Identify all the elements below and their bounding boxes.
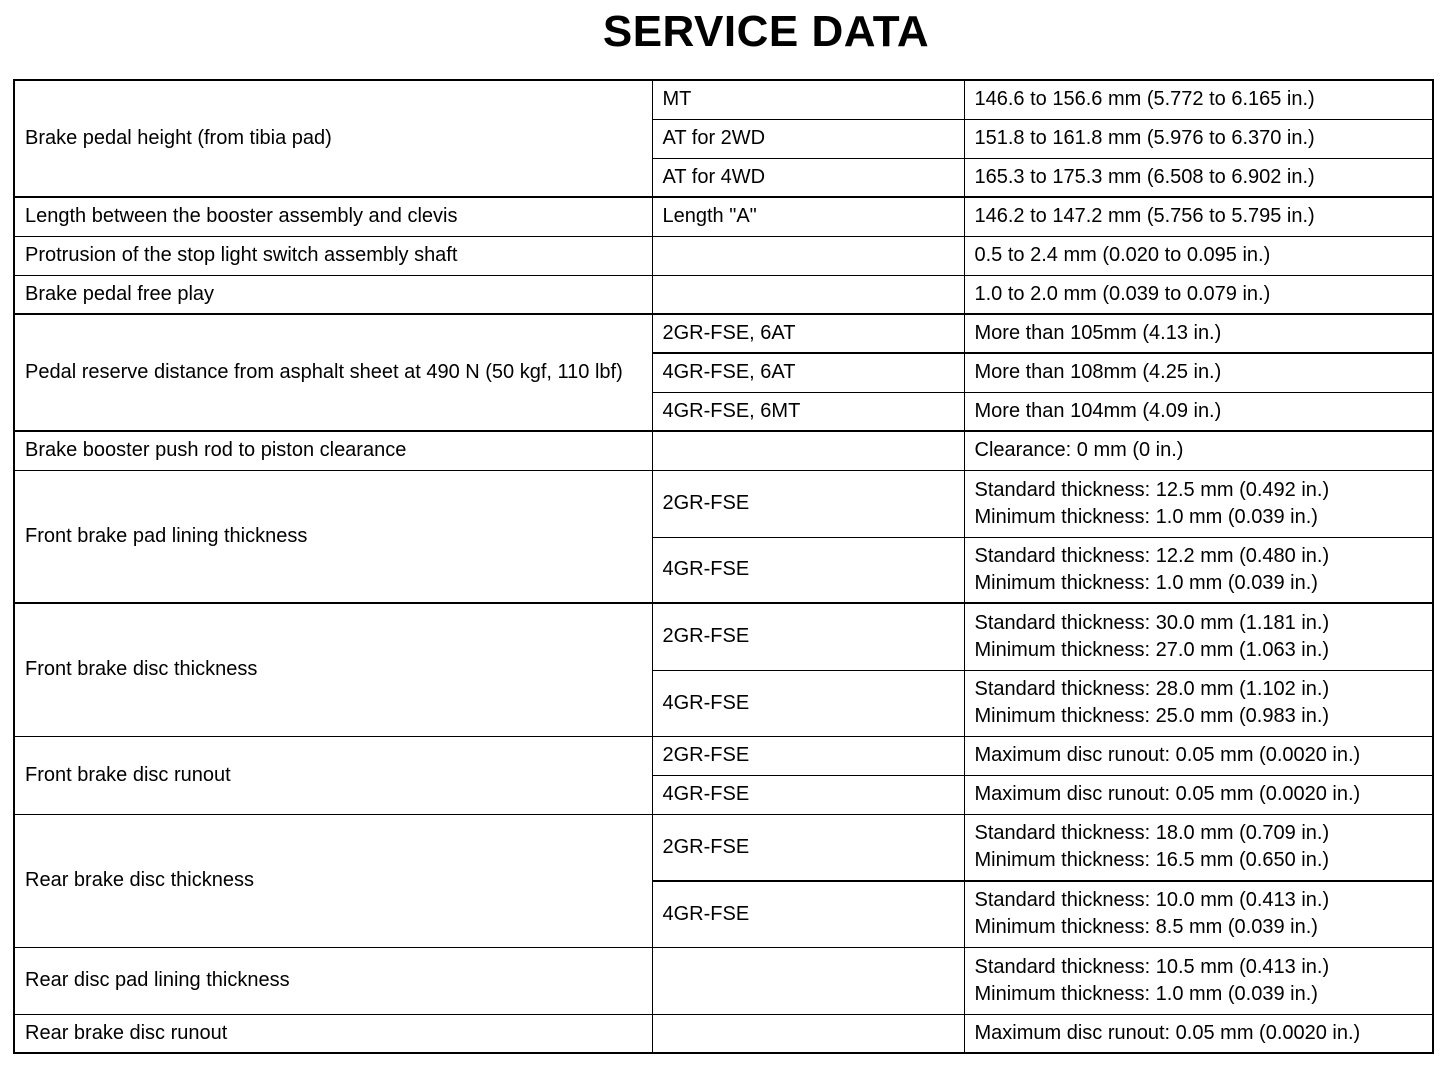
spec-standard: Standard thickness: 12.2 mm (0.480 in.) bbox=[974, 544, 1330, 567]
condition-cell: AT for 4WD bbox=[652, 158, 964, 197]
item-cell: Pedal reserve distance from asphalt sheet at 490 N (50 kgf, 110 lbf) bbox=[14, 314, 652, 431]
spec-minimum: Minimum thickness: 1.0 mm (0.039 in.) bbox=[974, 571, 1318, 594]
spec-minimum: Minimum thickness: 27.0 mm (1.063 in.) bbox=[974, 638, 1330, 661]
spec-cell bbox=[964, 814, 1433, 881]
spec-standard: Standard thickness: 12.5 mm (0.492 in.) bbox=[974, 478, 1330, 501]
spec-cell bbox=[964, 603, 1433, 670]
condition-cell bbox=[652, 275, 964, 314]
condition-cell: 2GR-FSE bbox=[652, 470, 964, 537]
condition-cell: 4GR-FSE bbox=[652, 881, 964, 947]
condition-cell bbox=[652, 236, 964, 275]
spec-standard: Standard thickness: 10.5 mm (0.413 in.) bbox=[974, 955, 1330, 978]
item-cell: Length between the booster assembly and clevis bbox=[14, 197, 652, 236]
condition-cell bbox=[652, 947, 964, 1014]
spec-cell: 146.2 to 147.2 mm (5.756 to 5.795 in.) bbox=[964, 197, 1433, 236]
table-row bbox=[14, 947, 1433, 1014]
table-row bbox=[14, 736, 1433, 775]
condition-cell bbox=[652, 1014, 964, 1053]
spec-cell: Maximum disc runout: 0.05 mm (0.0020 in.) bbox=[964, 1014, 1433, 1053]
condition-cell: 2GR-FSE, 6AT bbox=[652, 314, 964, 353]
spec-minimum: Minimum thickness: 8.5 mm (0.039 in.) bbox=[974, 916, 1318, 939]
spec-cell: 146.6 to 156.6 mm (5.772 to 6.165 in.) bbox=[964, 80, 1433, 119]
spec-standard: Standard thickness: 10.0 mm (0.413 in.) bbox=[974, 889, 1330, 912]
condition-cell: 4GR-FSE bbox=[652, 670, 964, 736]
spec-cell: 1.0 to 2.0 mm (0.039 to 0.079 in.) bbox=[964, 275, 1433, 314]
condition-cell: 4GR-FSE, 6AT bbox=[652, 353, 964, 392]
condition-cell: 4GR-FSE bbox=[652, 775, 964, 814]
spec-cell: 0.5 to 2.4 mm (0.020 to 0.095 in.) bbox=[964, 236, 1433, 275]
spec-cell: Maximum disc runout: 0.05 mm (0.0020 in.) bbox=[964, 775, 1433, 814]
spec-standard: Standard thickness: 28.0 mm (1.102 in.) bbox=[974, 678, 1330, 700]
table-row bbox=[14, 197, 1433, 236]
condition-cell: 4GR-FSE bbox=[652, 537, 964, 603]
condition-cell: AT for 2WD bbox=[652, 119, 964, 158]
spec-minimum: Minimum thickness: 25.0 mm (0.983 in.) bbox=[974, 705, 1330, 727]
condition-cell: 2GR-FSE bbox=[652, 603, 964, 670]
table-row bbox=[14, 814, 1433, 881]
spec-cell: Maximum disc runout: 0.05 mm (0.0020 in.) bbox=[964, 736, 1433, 775]
spec-standard: Standard thickness: 30.0 mm (1.181 in.) bbox=[974, 611, 1330, 634]
spec-cell: More than 104mm (4.09 in.) bbox=[964, 392, 1433, 431]
item-cell: Brake booster push rod to piston clearance bbox=[14, 431, 652, 470]
spec-cell bbox=[964, 947, 1433, 1014]
spec-cell bbox=[964, 470, 1433, 537]
table-row bbox=[14, 236, 1433, 275]
table-row bbox=[14, 1014, 1433, 1053]
item-cell: Rear disc pad lining thickness bbox=[14, 947, 652, 1014]
condition-cell: 2GR-FSE bbox=[652, 736, 964, 775]
table-row bbox=[14, 603, 1433, 670]
item-cell: Front brake pad lining thickness bbox=[14, 470, 652, 603]
item-cell: Rear brake disc runout bbox=[14, 1014, 652, 1053]
spec-cell: Clearance: 0 mm (0 in.) bbox=[964, 431, 1433, 470]
spec-cell: More than 108mm (4.25 in.) bbox=[964, 353, 1433, 392]
page-title: SERVICE DATA bbox=[602, 7, 930, 56]
item-cell: Front brake disc thickness bbox=[14, 603, 652, 736]
item-cell: Brake pedal free play bbox=[14, 275, 652, 314]
spec-cell bbox=[964, 537, 1433, 603]
spec-minimum: Minimum thickness: 1.0 mm (0.039 in.) bbox=[974, 982, 1318, 1005]
spec-minimum: Minimum thickness: 16.5 mm (0.650 in.) bbox=[974, 849, 1330, 872]
spec-standard: Standard thickness: 18.0 mm (0.709 in.) bbox=[974, 822, 1330, 845]
table-row bbox=[14, 275, 1433, 314]
spec-cell: 151.8 to 161.8 mm (5.976 to 6.370 in.) bbox=[964, 119, 1433, 158]
spec-cell bbox=[964, 881, 1433, 947]
condition-cell: MT bbox=[652, 80, 964, 119]
table-row bbox=[14, 470, 1433, 537]
condition-cell: Length "A" bbox=[652, 197, 964, 236]
table-row bbox=[14, 314, 1433, 353]
condition-cell: 4GR-FSE, 6MT bbox=[652, 392, 964, 431]
table-row bbox=[14, 431, 1433, 470]
spec-minimum: Minimum thickness: 1.0 mm (0.039 in.) bbox=[974, 505, 1318, 528]
item-cell: Protrusion of the stop light switch assembly shaft bbox=[14, 236, 652, 275]
item-cell: Rear brake disc thickness bbox=[14, 814, 652, 947]
spec-cell: 165.3 to 175.3 mm (6.508 to 6.902 in.) bbox=[964, 158, 1433, 197]
spec-cell bbox=[964, 670, 1433, 736]
item-cell: Front brake disc runout bbox=[14, 736, 652, 814]
spec-cell: More than 105mm (4.13 in.) bbox=[964, 314, 1433, 353]
table-row bbox=[14, 80, 1433, 119]
item-cell: Brake pedal height (from tibia pad) bbox=[14, 80, 652, 197]
condition-cell: 2GR-FSE bbox=[652, 814, 964, 881]
condition-cell bbox=[652, 431, 964, 470]
service-data-table bbox=[13, 79, 1434, 1054]
